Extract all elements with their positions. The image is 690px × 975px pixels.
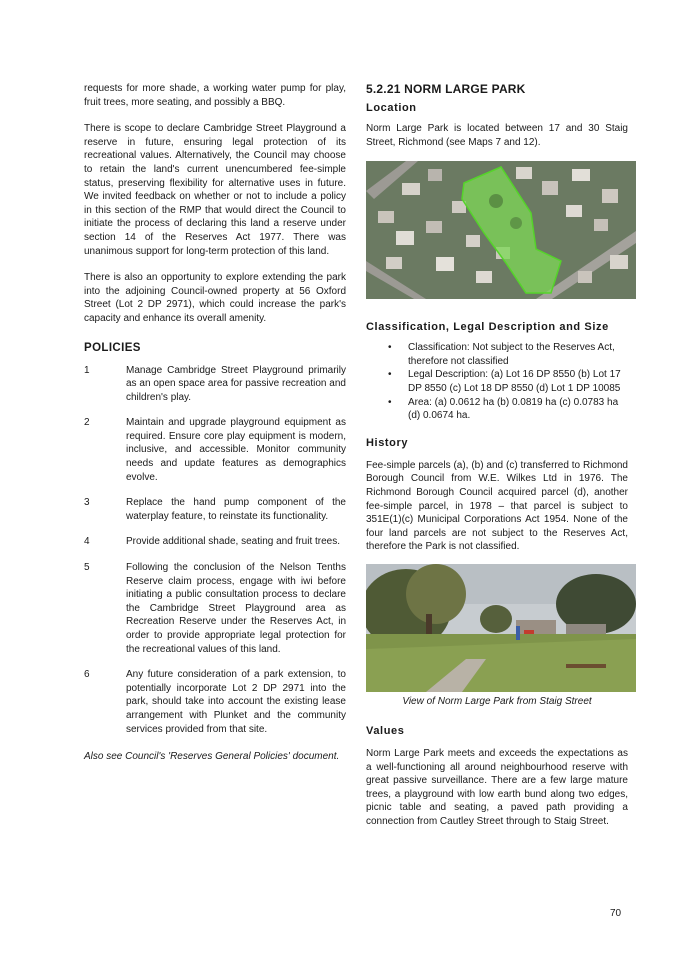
policy-item [84, 535, 346, 549]
aerial-map-image [366, 161, 636, 299]
also-see-note: Also see Council's 'Reserves General Policies' document. [84, 751, 340, 763]
page-number: 70 [610, 908, 622, 919]
list-item: • Classification: Not subject to the Reserves Act, therefore not classified [388, 341, 628, 368]
list-item: • Legal Description: (a) Lot 16 DP 8550 (b) Lot 17 DP 8550 (c) Lot 18 DP 8550 (d) Lot 1 DP 10085 [388, 368, 628, 395]
location-text: Norm Large Park is located between 17 and 30 Staig Street, Richmond (see Maps 7 and 12). [366, 123, 628, 148]
policies-heading: POLICIES [84, 341, 141, 354]
values-text: Norm Large Park meets and exceeds the expectations as a well-functioning all around neighbourhood reserve with great passive surveillance. There are a few large mature trees, a playground with low earth bund along two edges, picnic table and seating, a paved path providing a connection from Cautley Street through to Staig Street. [366, 747, 628, 827]
values-heading: Values [366, 724, 405, 737]
policy-number: 5 [84, 562, 90, 574]
location-heading: Location [366, 102, 417, 114]
policy-number: 1 [84, 364, 90, 376]
policy-text: Maintain and upgrade playground equipment as required. Ensure core play equipment is modern, inclusive, and accessible. Monitor community needs and update features as demographics evolve. [126, 417, 346, 483]
history-heading: History [366, 436, 409, 449]
policy-text: Manage Cambridge Street Playground primarily as an open space area for passive recreation and children's play. [126, 364, 346, 403]
classification-list [366, 341, 628, 423]
policy-number: 4 [84, 536, 90, 548]
park-photo-image [366, 564, 636, 692]
policy-text: Replace the hand pump component of the waterplay feature, to reinstate its functionality. [126, 497, 346, 522]
policy-item [84, 496, 346, 523]
policy-item [84, 561, 346, 656]
left-column [84, 82, 346, 764]
policy-text: Provide additional shade, seating and fruit trees. [126, 536, 341, 548]
policy-number: 3 [84, 497, 90, 509]
list-item: • Area: (a) 0.0612 ha (b) 0.0819 ha (c) 0.0783 ha (d) 0.0674 ha. [388, 396, 628, 423]
photo-caption: View of Norm Large Park from Staig Street [402, 695, 592, 707]
history-text: Fee-simple parcels (a), (b) and (c) transferred to Richmond Borough Council from W.E. Wilkes Ltd in 1976. The Richmond Borough Council acquired parcel (d), another fee-simple parcel, in 1978 – that parcel is subject to 351E(1)(c) Municipal Corporations Act 1954. None of the four land parcels are not subject to the Reserves Act, therefore the Park is not classified. [366, 459, 628, 553]
policy-item [84, 416, 346, 484]
reserve-paragraph: There is scope to declare Cambridge Street Playground a reserve in future, ensuring legal protection of its recreational values. Alternatively, the Council may choose to retain the land's current unencumbered fee-simple status, preserving flexibility for alternative uses in future. We invited feedback on whether or not to include a policy in this section of the RMP that would direct the Council to initiate the process of declaring this land a reserve under section 14 of the Reserves Act 1977. There was unanimous support for long-term protection of this land. [84, 123, 346, 257]
classification-heading: Classification, Legal Description and Size [366, 321, 609, 334]
policy-item [84, 668, 346, 736]
policy-number: 6 [84, 669, 90, 681]
right-column [366, 82, 628, 828]
policy-number: 2 [84, 417, 90, 429]
policy-item [84, 364, 346, 405]
policy-text: Any future consideration of a park extension, to potentially incorporate Lot 2 DP 2971 into the park, should take into account the existing lease arrangement with Plunket and the community services provided from that site. [126, 669, 346, 735]
intro-paragraph: requests for more shade, a working water pump for play, fruit trees, more seating, and possibly a BBQ. [84, 83, 346, 108]
extension-paragraph: There is also an opportunity to explore extending the park into the adjoining Council-owned property at 56 Oxford Street (Lot 2 DP 2971), which could increase the park's capacity and enhance its overall amenity. [84, 272, 346, 324]
policy-text: Following the conclusion of the Nelson Tenths Reserve claim process, engage with iwi before initiating a public consultation process to declare the Cambridge Street Playground area as Recreation Reserve under the Reserves Act, in order to provide appropriate legal protection for the recreational values of this land. [126, 562, 346, 655]
section-title: 5.2.21 NORM LARGE PARK [366, 82, 526, 96]
